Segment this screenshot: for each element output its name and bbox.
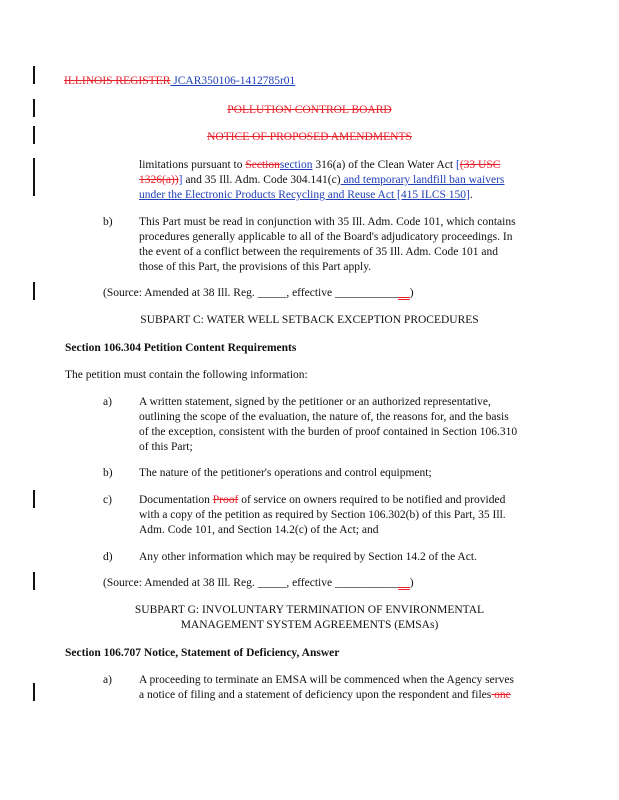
struck-text: one (491, 689, 511, 701)
notice-title: NOTICE OF PROPOSED AMENDMENTS (207, 131, 412, 143)
section-707-label: a) (103, 674, 112, 686)
section-106-304-heading: Section 106.304 Petition Content Requirements (65, 342, 297, 354)
change-bar (33, 490, 35, 508)
para-a-line-1: limitations pursuant to Sectionsection 316(a) of the Clean Water Act [(33 USC (139, 159, 501, 171)
source-note: (Source: Amended at 38 Ill. Reg. _____, effective _____________) (103, 287, 414, 299)
item-b-line: The nature of the petitioner's operations and control equipment; (139, 467, 432, 479)
para-b-line: the event of a conflict between the requirements of 35 Ill. Adm. Code 101 and (139, 246, 498, 258)
inserted-text: section (279, 159, 313, 171)
struck-text: 1326(a) (139, 174, 175, 186)
inserted-text: and temporary landfill ban waivers (340, 174, 505, 186)
subpart-c-heading: SUBPART C: WATER WELL SETBACK EXCEPTION PROCEDURES (140, 314, 479, 326)
struck-text: Proof (212, 494, 239, 506)
item-a-line: of the exception, consistent with the burden of proof contained in Section 106.310 (139, 426, 518, 438)
inserted-text: ] (178, 174, 183, 186)
item-c-line: Adm. Code 101, and Section 14.2(c) of the Act; and (139, 524, 379, 536)
item-c-line-1: Documentation Proof of service on owners required to be notified and provided (139, 494, 506, 506)
inserted-mark: __ (398, 577, 410, 589)
change-bar (33, 158, 35, 196)
item-a-line: A written statement, signed by the petitioner or an authorized representative, (139, 396, 491, 408)
para-b-line: procedures generally applicable to all of the Board's adjudicatory proceedings. In (139, 231, 513, 243)
register-struck: ILLINOIS REGISTER (64, 75, 171, 87)
section-707-line: A proceeding to terminate an EMSA will be commenced when the Agency serves (139, 674, 514, 686)
para-b-line: those of this Part, the provisions of this Part apply. (139, 261, 372, 273)
item-d-label: d) (103, 551, 113, 563)
item-a-label: a) (103, 396, 112, 408)
struck-text: Section (245, 159, 280, 171)
section-106-707-heading: Section 106.707 Notice, Statement of Deficiency, Answer (65, 647, 340, 659)
source-note: (Source: Amended at 38 Ill. Reg. _____, effective _____________) (103, 577, 414, 589)
item-a-line: of this Part; (139, 441, 193, 453)
para-b-label: b) (103, 216, 113, 228)
register-header (64, 75, 295, 88)
inserted-mark: __ (398, 287, 410, 299)
subpart-g-heading-line-1: SUBPART G: INVOLUNTARY TERMINATION OF ENVIRONMENTAL (134, 604, 485, 616)
inserted-text: [ (455, 159, 460, 171)
register-inserted: JCAR350106-1412785r01 (170, 75, 296, 87)
subpart-g-heading-line-2: MANAGEMENT SYSTEM AGREEMENTS (EMSAs) (180, 619, 439, 631)
item-c-label: c) (103, 494, 112, 506)
struck-text: (33 USC (459, 159, 501, 171)
para-b-line: This Part must be read in conjunction with 35 Ill. Adm. Code 101, which contains (139, 216, 516, 228)
board-title: POLLUTION CONTROL BOARD (227, 104, 392, 116)
section-707-line-2: a notice of filing and a statement of deficiency upon the respondent and files one (139, 689, 511, 701)
para-a-line-3: under the Electronic Products Recycling and Reuse Act [415 ILCS 150]. (139, 189, 473, 201)
section-intro: The petition must contain the following information: (65, 369, 308, 381)
change-bar (33, 282, 35, 300)
item-d-line: Any other information which may be required by Section 14.2 of the Act. (139, 551, 477, 563)
item-c-line: with a copy of the petition as required by Section 106.302(b) of this Part, 35 Ill. (139, 509, 506, 521)
change-bar (33, 572, 35, 590)
change-bar (33, 683, 35, 701)
struck-text: ) (174, 174, 179, 186)
para-a-line-2: 1326(a))] and 35 Ill. Adm. Code 304.141(c) and temporary landfill ban waivers (139, 174, 505, 186)
change-bar (33, 66, 35, 84)
inserted-text: under the Electronic Products Recycling and Reuse Act [415 ILCS 150] (139, 189, 470, 201)
item-a-line: outlining the scope of the evaluation, the nature of, the reasons for, and the basis (139, 411, 509, 423)
item-b-label: b) (103, 467, 113, 479)
